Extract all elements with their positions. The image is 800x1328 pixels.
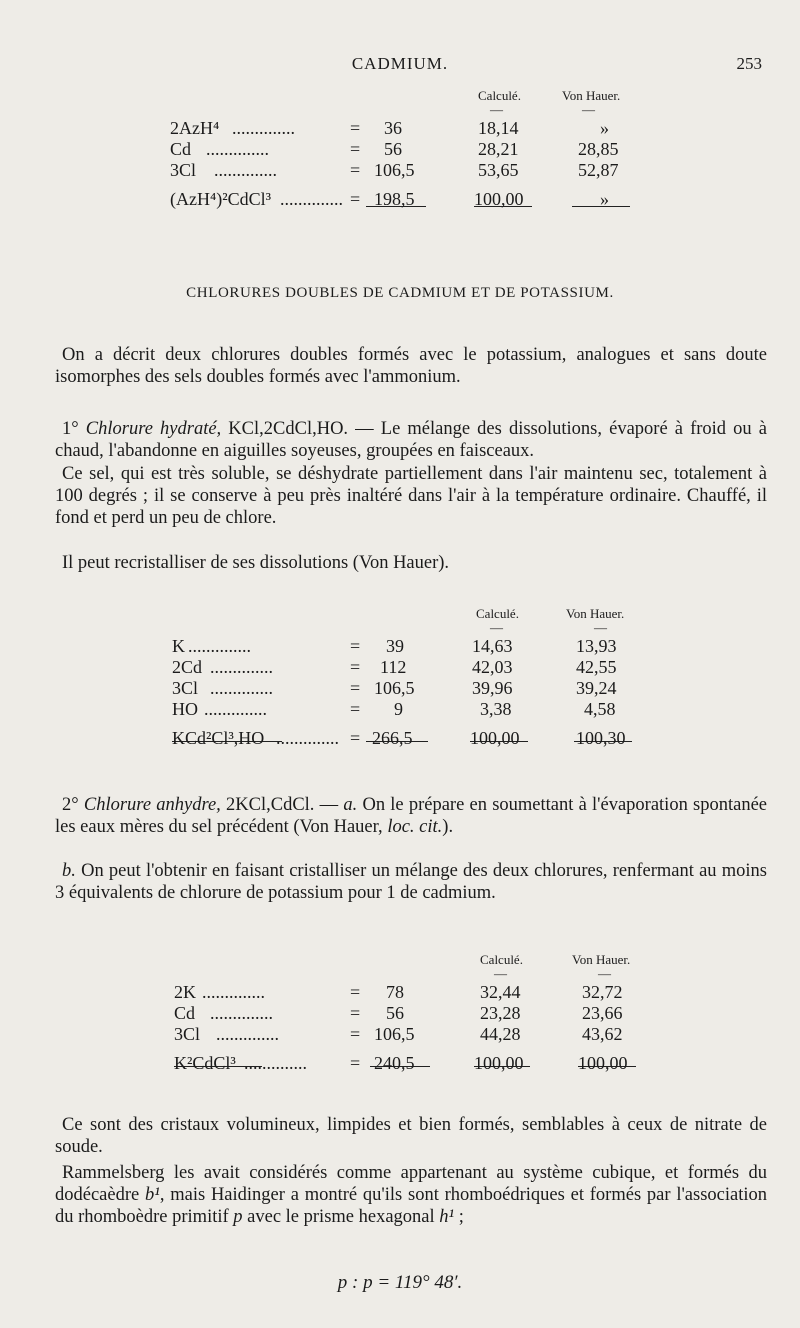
hauer-cell: 42,55 — [576, 657, 617, 677]
table-total-row — [0, 1053, 800, 1074]
paragraph-text: On a décrit deux chlorures doubles formés avec le potassium, analogues et sans doute isomorphes des sels doubles formés avec l'ammonium. — [55, 345, 767, 387]
paragraph — [55, 418, 767, 462]
crystal-notation: p — [233, 1207, 243, 1227]
table-header — [0, 600, 800, 624]
calc-cell: 18,14 — [478, 118, 519, 138]
table-row — [0, 699, 800, 720]
formula-cell: 2Cd — [172, 657, 203, 677]
equals-sign: = — [350, 636, 361, 656]
composition-table-anhydrous — [0, 946, 800, 1074]
formula-cell: 3Cl — [172, 678, 199, 698]
formula-cell: K — [172, 636, 185, 656]
calc-cell: 100,00 — [470, 728, 520, 748]
table-total-row — [0, 189, 800, 210]
formula-cell: Cd — [170, 139, 192, 159]
col-header-calcule: Calculé. — [476, 606, 519, 621]
item-number: 1° — [62, 419, 79, 439]
equals-sign: = — [350, 1003, 361, 1023]
calc-cell: 39,96 — [472, 678, 513, 698]
leader-dots: .............. — [214, 160, 277, 180]
formula-cell: 3Cl — [174, 1024, 201, 1044]
table-total-row — [0, 728, 800, 749]
col-header-von-hauer: Von Hauer. — [566, 606, 625, 621]
dash-mark: — — [490, 102, 503, 117]
section-heading: CHLORURES DOUBLES DE CADMIUM ET DE POTASSIUM. — [186, 285, 614, 301]
leader-dots: .............. — [210, 678, 273, 698]
paragraph-text: On peut l'obtenir en faisant cristalliser un mélange des deux chlorures, renfermant au moins 3 équivalents de chlorure de potassium pour 1 de cadmium. — [55, 861, 767, 903]
value-cell: 56 — [384, 139, 402, 159]
equals-sign: = — [350, 657, 361, 677]
paragraph-text: Ce sel, qui est très soluble, se déshydrate partiellement dans l'air maintenu sec, totalement à 100 degrés ; il se conserve à peu près inaltéré dans l'air à la température ordinaire. Chauffé, il fond et perd un peu de chlore. — [55, 464, 767, 528]
hauer-cell: 23,66 — [582, 1003, 623, 1023]
formula-cell: 2K — [174, 982, 196, 1002]
leader-dots: .............. — [232, 118, 295, 138]
paragraph-text: , mais Haidinger a montré qu'ils sont rhomboédriques et formés par l'association du rhomboèdre primitif — [55, 1185, 768, 1227]
col-header-von-hauer: Von Hauer. — [572, 952, 631, 967]
equals-sign: = — [350, 1053, 361, 1073]
paragraph-text: 2KCl,CdCl. — — [220, 795, 344, 815]
value-cell: 9 — [394, 699, 403, 719]
table-header — [0, 946, 800, 970]
item-letter: a. — [343, 795, 358, 815]
col-header-calcule: Calculé. — [480, 952, 523, 967]
value-cell: 112 — [380, 657, 407, 677]
value-cell: 266,5 — [372, 728, 413, 748]
formula-cell: KCd²Cl³,HO — [172, 728, 265, 748]
formula-cell: (AzH⁴)²CdCl³ — [170, 189, 272, 209]
leader-dots: .............. — [202, 982, 265, 1002]
item-title: Chlorure anhydre, — [83, 795, 221, 815]
equals-sign: = — [350, 118, 361, 138]
equals-sign: = — [350, 699, 361, 719]
hauer-cell: 4,58 — [584, 699, 616, 719]
value-cell: 56 — [386, 1003, 404, 1023]
equals-sign: = — [350, 678, 361, 698]
paragraph-text: ). — [442, 817, 454, 837]
page-header — [0, 54, 800, 84]
crystal-notation: b¹ — [145, 1185, 160, 1205]
leader-dots: .............. — [276, 728, 339, 748]
calc-cell: 32,44 — [480, 982, 521, 1002]
dash-mark: — — [494, 966, 507, 981]
leader-dots: .............. — [244, 1053, 307, 1073]
equals-sign: = — [350, 189, 361, 209]
hauer-cell: » — [600, 118, 609, 138]
page-number: 253 — [736, 54, 762, 73]
paragraph-text: Il peut recristalliser de ses dissolutions (Von Hauer). — [62, 553, 450, 573]
hauer-cell: 43,62 — [582, 1024, 623, 1044]
paragraph — [55, 552, 767, 574]
table-row — [0, 636, 800, 657]
dash-mark: — — [490, 620, 503, 635]
table-row — [0, 657, 800, 678]
paragraph-text: KCl,2CdCl,HO. — Le mélange des dissolutions, évaporé à froid ou à chaud, l'abandonne en aiguilles soyeuses, groupées en faisceaux. — [55, 419, 767, 461]
dash-row — [0, 620, 800, 636]
paragraph — [55, 344, 767, 388]
value-cell: 106,5 — [374, 160, 415, 180]
crystal-notation: h¹ — [439, 1207, 455, 1227]
hauer-cell: 13,93 — [576, 636, 617, 656]
equals-sign: = — [350, 139, 361, 159]
dash-row — [0, 102, 800, 118]
formula-cell: 3Cl — [170, 160, 197, 180]
value-cell: 106,5 — [374, 1024, 415, 1044]
hauer-cell: 39,24 — [576, 678, 617, 698]
paragraph — [55, 463, 767, 529]
paragraph — [55, 1114, 767, 1158]
calc-cell: 14,63 — [472, 636, 513, 656]
equals-sign: = — [350, 1024, 361, 1044]
table-row — [0, 160, 800, 181]
formula-cell: HO — [172, 699, 198, 719]
hauer-cell: 52,87 — [578, 160, 619, 180]
leader-dots: .............. — [280, 189, 343, 209]
calc-cell: 100,00 — [474, 1053, 524, 1073]
hauer-cell: » — [600, 189, 609, 209]
composition-table-ammonium — [0, 82, 800, 210]
paragraph-text: Rammelsberg les avait considérés comme appartenant au système cubique, et formés du dodécaèdre — [55, 1163, 767, 1205]
hauer-cell: 100,00 — [578, 1053, 628, 1073]
col-header-von-hauer: Von Hauer. — [562, 88, 621, 103]
leader-dots: .............. — [188, 636, 251, 656]
formula-cell: 2AzH⁴ — [170, 118, 220, 138]
paragraph-text: On le prépare en soumettant à l'évaporation spontanée les eaux mères du sel précédent (Von Hauer, — [55, 795, 768, 837]
equals-sign: = — [350, 728, 361, 748]
composition-table-hydrated — [0, 600, 800, 749]
leader-dots: .............. — [210, 657, 273, 677]
equals-sign: = — [350, 982, 361, 1002]
value-cell: 198,5 — [374, 189, 415, 209]
table-row — [0, 1024, 800, 1045]
table-row — [0, 139, 800, 160]
dash-mark: — — [594, 620, 607, 635]
paragraph-text: Ce sont des cristaux volumineux, limpides et bien formés, semblables à ceux de nitrate de soude. — [55, 1115, 767, 1157]
leader-dots: .............. — [210, 1003, 273, 1023]
leader-dots: .............. — [206, 139, 269, 159]
leader-dots: .............. — [204, 699, 267, 719]
hauer-cell: 28,85 — [578, 139, 619, 159]
calc-cell: 42,03 — [472, 657, 513, 677]
paragraph — [55, 794, 767, 838]
col-header-calcule: Calculé. — [478, 88, 521, 103]
table-row — [0, 118, 800, 139]
formula-cell: K²CdCl³ — [174, 1053, 236, 1073]
hauer-cell: 32,72 — [582, 982, 623, 1002]
value-cell: 106,5 — [374, 678, 415, 698]
equals-sign: = — [350, 160, 361, 180]
running-title: CADMIUM. — [351, 54, 449, 73]
item-title: Chlorure hydraté, — [85, 419, 222, 439]
paragraph-text: avec le prisme hexagonal — [242, 1207, 440, 1227]
table-row — [0, 1003, 800, 1024]
table-row — [0, 678, 800, 699]
leader-dots: .............. — [216, 1024, 279, 1044]
table-row — [0, 982, 800, 1003]
calc-cell: 28,21 — [478, 139, 519, 159]
calc-cell: 44,28 — [480, 1024, 521, 1044]
value-cell: 240,5 — [374, 1053, 415, 1073]
item-number: 2° — [62, 795, 79, 815]
paragraph — [55, 860, 767, 904]
table-header — [0, 82, 800, 106]
dash-mark: — — [582, 102, 595, 117]
calc-cell: 53,65 — [478, 160, 519, 180]
hauer-cell: 100,30 — [576, 728, 626, 748]
calc-cell: 3,38 — [480, 699, 512, 719]
formula-cell: Cd — [174, 1003, 196, 1023]
paragraph-text: ; — [454, 1207, 464, 1227]
calc-cell: 23,28 — [480, 1003, 521, 1023]
value-cell: 78 — [386, 982, 404, 1002]
dash-row — [0, 966, 800, 982]
angle-formula: p : p = 119° 48′. — [337, 1272, 463, 1293]
calc-cell: 100,00 — [474, 189, 524, 209]
item-letter: b. — [62, 861, 76, 881]
dash-mark: — — [598, 966, 611, 981]
paragraph — [55, 1162, 767, 1228]
value-cell: 36 — [384, 118, 402, 138]
citation: loc. cit. — [387, 817, 443, 837]
value-cell: 39 — [386, 636, 404, 656]
